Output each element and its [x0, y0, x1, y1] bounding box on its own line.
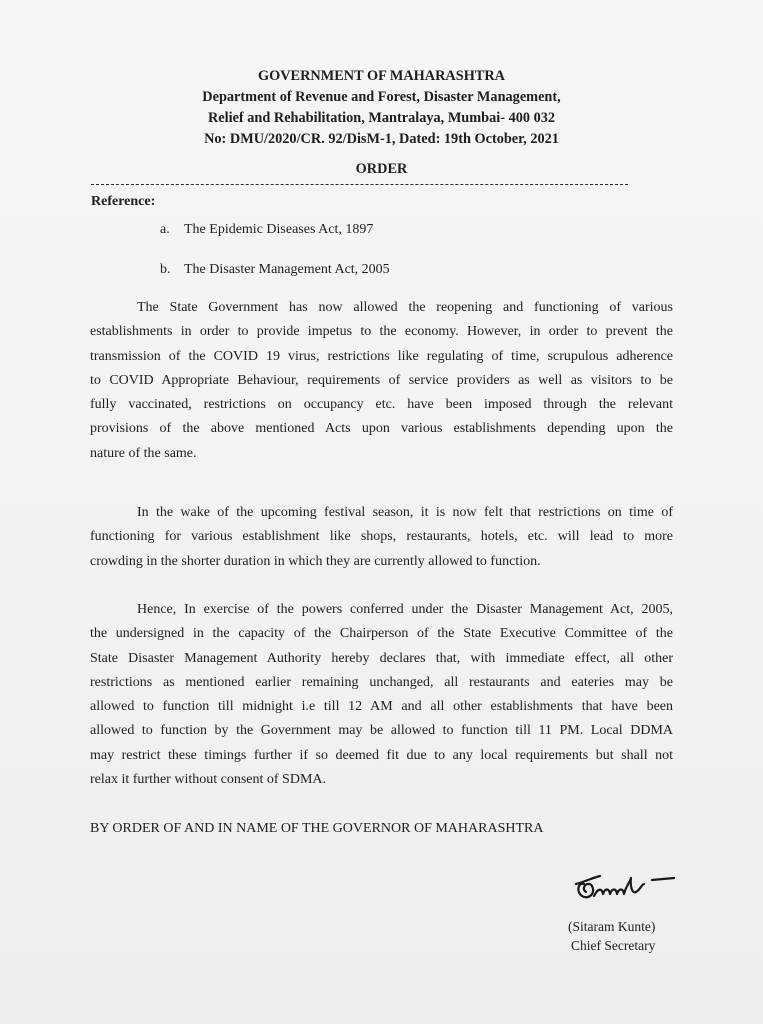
signatory-name: (Sitaram Kunte) — [568, 919, 656, 934]
paragraph-line: In the wake of the upcoming festival season, it is now felt that restrictions on time of — [137, 505, 673, 520]
paragraph-line: relax it further without consent of SDMA. — [90, 772, 327, 788]
paragraph-line: restrictions as mentioned earlier remaining unchanged, all restaurants and eateries may be — [90, 674, 673, 690]
paragraph-festival-season — [90, 501, 673, 574]
paragraph-line: fully vaccinated, restrictions on occupancy etc. have been imposed through the relevant — [90, 397, 673, 413]
signatory-designation: Chief Secretary — [571, 938, 656, 953]
paragraph-line: crowding in the shorter duration in which they are currently allowed to function. — [90, 553, 541, 569]
reference-title: Reference: — [91, 194, 156, 209]
reference-item-mark: b. — [160, 262, 171, 277]
paragraph-declaration — [90, 598, 673, 792]
paragraph-line: Hence, In exercise of the powers conferred under the Disaster Management Act, 2005, — [137, 602, 673, 617]
paragraph-line: provisions of the above mentioned Acts upon various establishments depending upon the — [90, 421, 673, 437]
paragraph-line: allowed to function by the Government may be allowed to function till 11 PM. Local DDMA — [90, 723, 673, 739]
reference-item-mark: a. — [160, 222, 170, 237]
paragraph-line: the undersigned in the capacity of the Chairperson of the State Executive Committee of the — [90, 626, 673, 642]
paragraph-line: to COVID Appropriate Behaviour, requirements of service providers as well as visitors to be — [90, 372, 673, 388]
paragraph-reopening — [90, 296, 673, 466]
reference-item — [160, 222, 373, 238]
paragraph-line: The State Government has now allowed the reopening and functioning of various — [137, 300, 673, 315]
header-reference-number: No: DMU/2020/CR. 92/DisM-1, Dated: 19th October, 2021 — [204, 131, 559, 147]
paragraph-line: transmission of the COVID 19 virus, restrictions like regulating of time, scrupulous adherence — [90, 348, 673, 364]
by-order-statement: BY ORDER OF AND IN NAME OF THE GOVERNOR OF MAHARASHTRA — [90, 821, 544, 836]
reference-item-text: The Epidemic Diseases Act, 1897 — [184, 222, 374, 237]
header-department: Department of Revenue and Forest, Disaster Management, — [202, 89, 561, 105]
dashed-divider — [91, 184, 628, 185]
paragraph-line: functioning for various establishment like shops, restaurants, hotels, etc. will lead to more — [90, 529, 673, 545]
header-government: GOVERNMENT OF MAHARASHTRA — [257, 68, 506, 84]
paragraph-line: allowed to function till midnight i.e till 12 AM and all other establishments that have been — [90, 699, 673, 715]
paragraph-line: nature of the same. — [90, 445, 197, 461]
handwritten-signature — [570, 862, 680, 914]
paragraph-line: may restrict these timings further if so deemed fit due to any local requirements but shall not — [90, 747, 673, 763]
paragraph-line: State Disaster Management Authority hereby declares that, with immediate effect, all other — [90, 650, 673, 666]
reference-item — [160, 262, 390, 278]
paragraph-line: establishments in order to provide impetus to the economy. However, in order to prevent the — [90, 324, 673, 340]
reference-item-text: The Disaster Management Act, 2005 — [184, 262, 390, 277]
header-address: Relief and Rehabilitation, Mantralaya, Mumbai- 400 032 — [207, 110, 556, 126]
order-title: ORDER — [355, 161, 408, 177]
